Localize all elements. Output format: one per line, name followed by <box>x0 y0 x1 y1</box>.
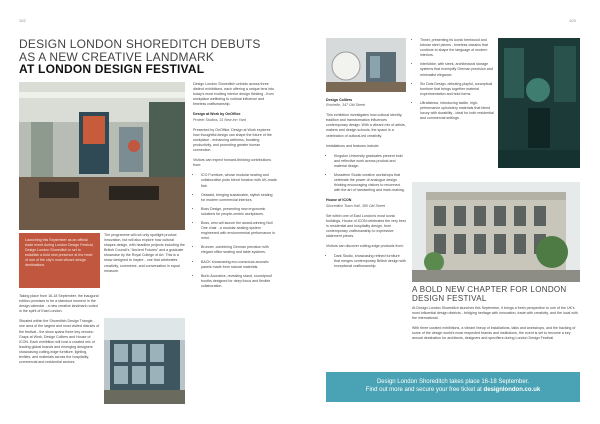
town-hall-photo <box>412 182 580 282</box>
column-2-paragraph-1: The programme will not only spotlight product innovation, but will also explore how cultural shapes design, with headline projects including the British Council's "Ancient Futures" and a graduate showcase by the Royal College of Art. This is a show designed to inspire - one that celebrates creativity, commerce, and conversation in equal measure. <box>104 233 185 273</box>
list-item: • Tinnel, presenting its iconic bentwood and tubular steel pieces - timeless classics that continue to shape the language of modern interiors. <box>420 38 494 58</box>
list-item: • Ostwald, bringing sustainable, stylish seating for modern commercial interiors. <box>201 193 277 203</box>
list-item: • Boss Design, presenting new ergonomic solutions for people-centric workplaces. <box>201 207 277 217</box>
section-heading-design-at-work: Design at Work by OnOffice <box>193 112 241 117</box>
headline-line-2: AS A NEW CREATIVE LANDMARK <box>19 49 215 64</box>
closing-paragraph-1: At Design London Shoreditch launches this September, it brings a fresh perspective to one of the UK's most influential design districts - bridging heritage with innovation, trade with creativity, and the local with the international. <box>412 306 578 321</box>
closing-headline-line-1: A BOLD NEW CHAPTER FOR LONDON <box>412 285 567 294</box>
article-headline <box>19 38 284 76</box>
column-1-paragraph-2: Situated within the Shoreditch Design Triangle - one area of the largest and most visited districts of the festival - the show spans three key venues: Grays at Work, Design Colliers and House of ICON. Each exhibition will host a curated mix of leading global brands and emerging designers showcasing cutting-edge furniture, lighting, textiles, and materials across the hospitality, commercial and residential sectors. <box>19 319 100 365</box>
list-item: • Kingston University graduates present bold and reflective work across product and material design. <box>334 154 406 169</box>
column-4-paragraph-2: Installations and features include: <box>326 143 380 148</box>
list-item: • Six Dots Design, debuting playful, conceptual furniture that brings together material experimentation and bold forms. <box>420 82 494 97</box>
banner-line-2-text: Find out more and secure your free ticket at <box>365 387 484 393</box>
installation-photo <box>498 38 580 168</box>
intro-caption-box <box>19 233 100 288</box>
list-item: • Burlo Acoustics, revealing stand, soundproof booths designed for deep focus and flexible collaboration. <box>201 274 277 289</box>
headline-line-3: AT LONDON DESIGN FESTIVAL <box>19 62 205 76</box>
column-2 <box>104 233 185 279</box>
list-item: • Brunner, combining German precision with elegant office seating and table systems. <box>201 245 277 255</box>
list-item: • BACK showcasing eco-conscious acoustic panels made from natural materials. <box>201 260 277 270</box>
design-colliers-photo-art <box>326 38 406 92</box>
design-colliers-photo <box>326 38 406 92</box>
list-item: • Dark Studio, showcasing refined furniture that merges contemporary British design with exceptional craftsmanship. <box>334 254 406 269</box>
column-3-paragraph-3: Visitors can expect forward-thinking contributions from: <box>193 158 272 168</box>
section-venue-design-at-work: Protein Studios, 31 New Inn Yard <box>193 117 246 122</box>
column-4 <box>326 98 406 274</box>
design-colliers-list <box>326 154 406 194</box>
house-of-icon-list <box>326 254 406 269</box>
column-3-intro: Design London Shoreditch unfolds across three distinct exhibitions, each offering a unique lens into today's most exciting interior design thinking - from workplace wellbeing to cultural influence and timeless craftsmanship. <box>193 82 275 107</box>
list-item: • Mossleine Studio creative workshops that celebrate the power of analogue design thinking encouraging visitors to reconnect with the art of handwriting and mark-making. <box>334 173 406 193</box>
installation-photo-art <box>498 38 580 168</box>
column-3 <box>193 82 277 294</box>
house-of-icon-list-continued <box>412 38 494 121</box>
column-3-paragraph-2: Presented by OnOffice, Design at Work explores how thoughtful design can shape the future of the workplace - enhancing wellness, boosting productivity, and promoting greater human connection. <box>193 127 272 153</box>
column-4-paragraph-4: Visitors can discover cutting-edge products from: <box>326 244 404 249</box>
intro-caption-text: Launching this September as an official trade event during London Design Festival, Design London Shoreditch is set to establish a bold new presence at the heart of one of the city's most vibrant design destinations. <box>25 238 94 268</box>
column-1-paragraph-1: Taking place from 16-18 September, the inaugural edition promises to be a standout moment in the design calendar - a new creative landmark rooted in the spirit of East London. <box>19 294 99 314</box>
list-item: • Ultrafabrics, introducing tactile, high-performance upholstery materials that blend luxury with durability - ideal for both residential and commercial settings. <box>420 101 494 121</box>
banner-line-1: Design London Shoreditch takes place 16-18 September. <box>376 379 530 385</box>
column-4-paragraph-1: This exhibition investigates how cultural identity, tradition and transformation influences contemporary design. With a vibrant mix of artists, makers and design schools, the space is a celebration of cultural-led creativity. <box>326 113 406 138</box>
headline-line-1: DESIGN LONDON SHOREDITCH DEBUTS <box>19 37 261 51</box>
page-number-left: 102 <box>19 18 26 23</box>
list-item: • Boss, who will launch the award-winning Null One chair - a modular seating system engineered with environmental performance in mind. <box>201 221 277 241</box>
column-5 <box>412 38 494 126</box>
building-photo <box>104 318 185 404</box>
closing-headline <box>412 286 580 303</box>
closing-headline-line-2: DESIGN FESTIVAL <box>412 293 487 303</box>
exhibition-photo-art <box>19 82 185 230</box>
page-number-right: 103 <box>569 18 576 23</box>
column-4-paragraph-3: Set within one of East London's most iconic buildings, House of ICON celebrates the very best in residential and hospitality design, from contemporary craftsmanship to expressive statement pieces. <box>326 213 406 238</box>
closing-paragraph-2: With three curated exhibitions, a vibrant lineup of installations, talks and workshops, and the backing of some of the design world's most respected brands and institutions, the event is set to become a key annual destination for architects, designers and specifiers during London Design Festival. <box>412 326 576 341</box>
town-hall-photo-art <box>412 182 580 282</box>
exhibition-photo <box>19 82 185 230</box>
banner-website-link[interactable]: designlondon.co.uk <box>483 387 541 393</box>
ticket-banner <box>326 372 580 402</box>
section-heading-house-of-icon: House of ICON <box>326 198 352 203</box>
building-photo-art <box>104 318 185 404</box>
closing-text <box>412 306 580 347</box>
list-item: • Interlübke, with sleek, architectural storage systems that exemplify German precision and minimalist elegance. <box>420 62 494 77</box>
banner-line-2 <box>326 386 580 394</box>
design-at-work-list <box>193 173 277 289</box>
section-heading-design-colliers: Design Colliers <box>326 98 353 102</box>
column-1 <box>19 294 100 370</box>
section-venue-house-of-icon: Shoreditch Town Hall, 380 Old Street <box>326 203 385 208</box>
list-item: • ICO Furniture, whose modular seating and collaborative pods blend function with UK-made flair. <box>201 173 277 188</box>
section-venue-design-colliers: Rochelle, 347 Old Street <box>326 103 366 108</box>
